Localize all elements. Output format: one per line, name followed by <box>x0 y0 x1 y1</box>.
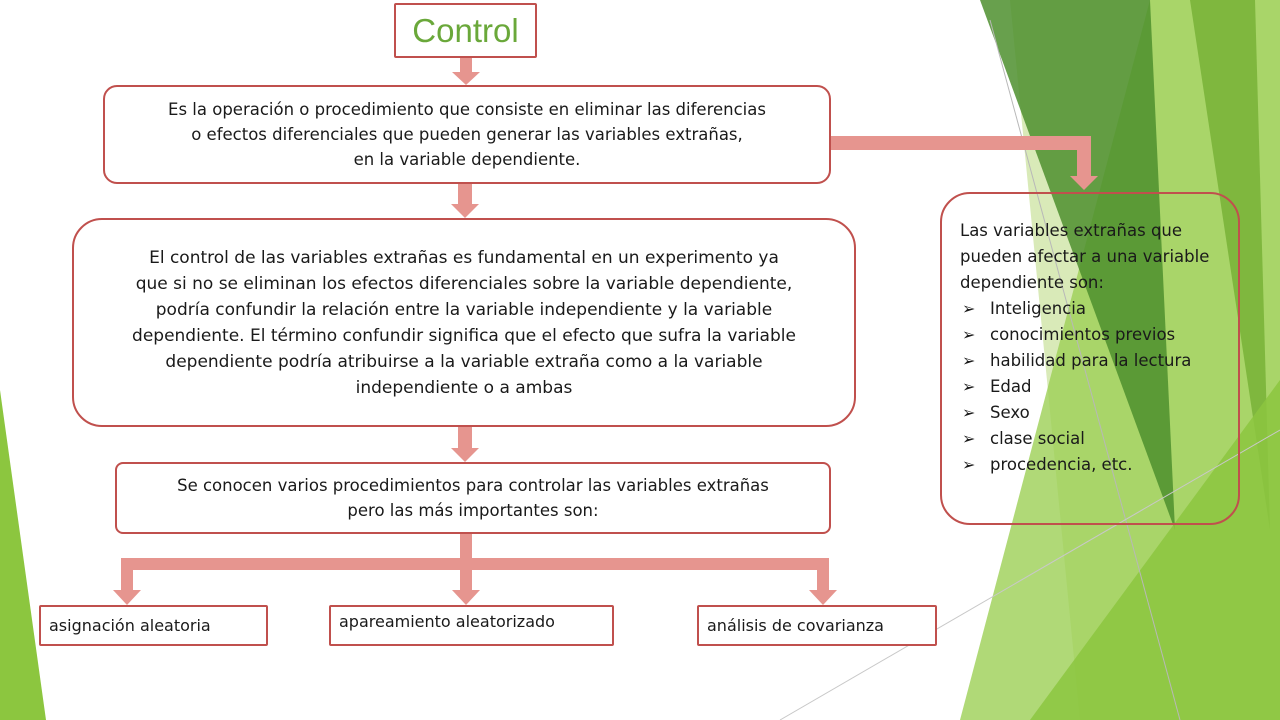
diagram-title <box>394 3 537 58</box>
connector-leaf1-drop <box>121 558 133 592</box>
list-item <box>960 452 1226 478</box>
definition-line: Es la operación o procedimiento que consiste en eliminar las diferencias <box>168 100 766 119</box>
arrowhead-bullet-icon: ➢ <box>962 377 976 396</box>
arrowhead-importance-procedures <box>451 448 479 462</box>
arrowhead-bullet-icon: ➢ <box>962 455 976 474</box>
method-covariance-analysis <box>697 605 937 646</box>
extraneous-intro: Las variables extrañas que pueden afectar a una variable dependiente son: <box>960 221 1210 292</box>
diagram-title-text: Control <box>412 11 519 49</box>
connector-side-drop <box>1077 136 1091 176</box>
list-item-label: clase social <box>990 429 1085 448</box>
arrowhead-leaf2 <box>452 590 480 605</box>
procedures-box <box>115 462 831 534</box>
list-item <box>960 426 1226 452</box>
procedures-line: pero las más importantes son: <box>347 501 599 520</box>
list-item-label: Edad <box>990 377 1032 396</box>
method-label: análisis de covarianza <box>707 616 884 635</box>
arrowhead-title-definition <box>452 72 480 85</box>
connector-definition-side <box>831 136 1091 150</box>
method-label: asignación aleatoria <box>49 616 211 635</box>
procedures-text <box>177 473 769 523</box>
definition-line: en la variable dependiente. <box>353 150 581 169</box>
list-item <box>960 296 1226 322</box>
importance-box <box>72 218 856 427</box>
connector-leaf2-drop <box>460 558 472 592</box>
arrowhead-leaf1 <box>113 590 141 605</box>
importance-line: que si no se eliminan los efectos diferenciales sobre la variable dependiente, <box>135 273 793 294</box>
list-item <box>960 374 1226 400</box>
arrowhead-definition-importance <box>451 204 479 218</box>
arrowhead-bullet-icon: ➢ <box>962 429 976 448</box>
arrowhead-bullet-icon: ➢ <box>962 403 976 422</box>
list-item <box>960 348 1226 374</box>
list-item-label: Sexo <box>990 403 1030 422</box>
definition-text <box>168 97 766 172</box>
importance-line: dependiente podría atribuirse a la variable extraña como a la variable <box>165 351 763 372</box>
definition-box <box>103 85 831 184</box>
list-item <box>960 400 1226 426</box>
method-random-assignment <box>39 605 268 646</box>
connector-title-definition <box>460 58 472 74</box>
connector-importance-procedures <box>458 427 472 449</box>
method-randomized-matching <box>329 605 614 646</box>
list-item-label: conocimientos previos <box>990 325 1176 344</box>
connector-definition-importance <box>458 184 472 206</box>
arrowhead-bullet-icon: ➢ <box>962 299 976 318</box>
importance-line: El control de las variables extrañas es fundamental en un experimento ya <box>149 247 779 268</box>
importance-line: podría confundir la relación entre la variable independiente y la variable <box>155 299 773 320</box>
arrowhead-side <box>1070 176 1098 190</box>
connector-leaf3-drop <box>817 558 829 592</box>
importance-line: dependiente. El término confundir significa que el efecto que sufra la variable <box>132 325 796 346</box>
list-item-label: Inteligencia <box>990 299 1086 318</box>
list-item-label: procedencia, etc. <box>990 455 1133 474</box>
list-item <box>960 322 1226 348</box>
arrowhead-leaf3 <box>809 590 837 605</box>
procedures-line: Se conocen varios procedimientos para controlar las variables extrañas <box>177 476 769 495</box>
extraneous-variables-box <box>940 192 1240 525</box>
definition-line: o efectos diferenciales que pueden generar las variables extrañas, <box>191 125 743 144</box>
arrowhead-bullet-icon: ➢ <box>962 325 976 344</box>
extraneous-list <box>960 296 1226 478</box>
method-label: apareamiento aleatorizado <box>339 612 555 631</box>
arrowhead-bullet-icon: ➢ <box>962 351 976 370</box>
importance-line: independiente o a ambas <box>355 377 573 398</box>
list-item-label: habilidad para la lectura <box>990 351 1192 370</box>
connector-branch-horizontal <box>121 558 829 570</box>
importance-text <box>132 245 796 401</box>
